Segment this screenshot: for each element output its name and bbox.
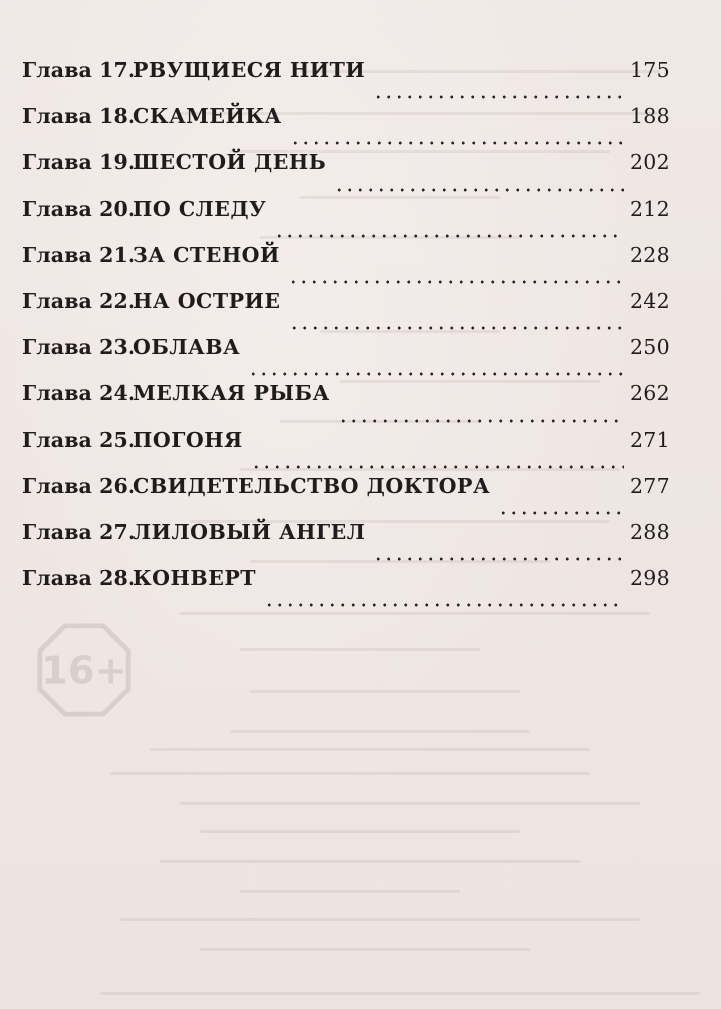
- toc-entry: [22, 58, 670, 104]
- chapter-title: ЗА СТЕНОЙ: [133, 242, 280, 267]
- chapter-title: ПО СЛЕДУ: [133, 196, 267, 221]
- dot-leader: [289, 311, 624, 331]
- dot-leader: [251, 450, 624, 470]
- chapter-title: КОНВЕРТ: [133, 566, 256, 591]
- chapter-title: НА ОСТРИЕ: [133, 288, 281, 313]
- toc-entry: [22, 520, 670, 566]
- toc-entry: [22, 566, 670, 612]
- page-number: 242: [629, 288, 670, 313]
- toc-entry: [22, 289, 670, 335]
- table-of-contents: [22, 58, 670, 612]
- toc-entry: [22, 104, 670, 150]
- chapter-label: Глава 19.: [22, 150, 136, 175]
- chapter-label: Глава 18.: [22, 104, 136, 129]
- chapter-label: Глава 17.: [22, 58, 136, 82]
- chapter-label: Глава 23.: [22, 335, 136, 360]
- chapter-title: ШЕСТОЙ ДЕНЬ: [133, 150, 327, 175]
- dot-leader: [338, 404, 624, 424]
- page-number: 298: [629, 566, 670, 591]
- chapter-label: Глава 25.: [22, 427, 136, 452]
- dot-leader: [334, 173, 624, 193]
- chapter-label: Глава 28.: [22, 566, 136, 591]
- chapter-label: Глава 20.: [22, 196, 136, 221]
- toc-entry: [22, 474, 670, 520]
- dot-leader: [373, 542, 624, 562]
- chapter-label: Глава 22.: [22, 288, 136, 313]
- chapter-title: ПОГОНЯ: [133, 427, 243, 452]
- chapter-label: Глава 27.: [22, 519, 136, 544]
- toc-entry: [22, 381, 670, 427]
- toc-entry: [22, 335, 670, 381]
- dot-leader: [373, 80, 624, 100]
- chapter-label: Глава 21.: [22, 242, 136, 267]
- dot-leader: [498, 496, 624, 516]
- page-number: 212: [629, 196, 670, 221]
- dot-leader: [290, 126, 624, 146]
- page-number: 288: [629, 519, 670, 544]
- dot-leader: [274, 219, 624, 239]
- dot-leader: [248, 357, 624, 377]
- page-number: 271: [629, 427, 670, 452]
- toc-entry: [22, 150, 670, 196]
- page-number: 277: [629, 473, 670, 498]
- page-number: 262: [629, 381, 670, 406]
- toc-entry: [22, 243, 670, 289]
- chapter-title: ЛИЛОВЫЙ АНГЕЛ: [133, 519, 366, 544]
- page-number: 228: [629, 242, 670, 267]
- age-rating-badge: [36, 622, 132, 718]
- dot-leader: [288, 265, 624, 285]
- page-number: 202: [629, 150, 670, 175]
- chapter-title: СКАМЕЙКА: [133, 104, 282, 129]
- chapter-title: ОБЛАВА: [133, 335, 241, 360]
- toc-entry: [22, 197, 670, 243]
- age-rating-text: 16+: [41, 648, 127, 694]
- chapter-title: РВУЩИЕСЯ НИТИ: [133, 58, 366, 82]
- chapter-label: Глава 26.: [22, 473, 136, 498]
- chapter-title: МЕЛКАЯ РЫБА: [133, 381, 330, 406]
- page-number: 250: [629, 335, 670, 360]
- chapter-label: Глава 24.: [22, 381, 136, 406]
- toc-entry: [22, 428, 670, 474]
- page-number: 188: [629, 104, 670, 129]
- chapter-title: СВИДЕТЕЛЬСТВО ДОКТОРА: [133, 473, 491, 498]
- dot-leader: [264, 588, 624, 608]
- page-number: 175: [629, 58, 670, 82]
